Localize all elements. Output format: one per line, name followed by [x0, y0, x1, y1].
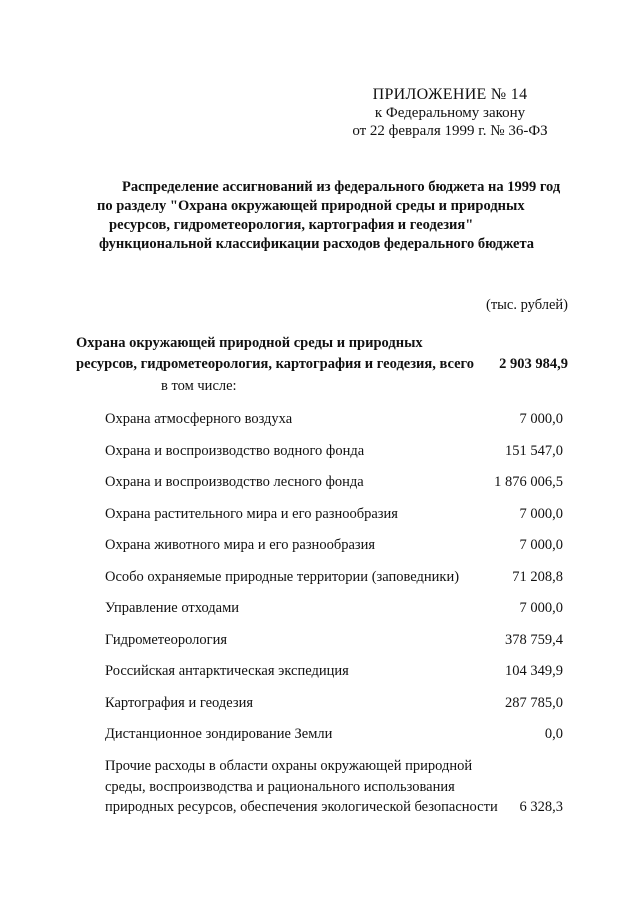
other-expenses-row: [105, 756, 563, 818]
item-label: Особо охраняемые природные территории (заповедники): [105, 568, 460, 585]
item-value: 287 785,0: [505, 694, 563, 711]
other-expenses-label: Прочие расходы в области охраны окружающей природной среды, воспроизводства и рационального использования природных ресурсов, обеспечения экологической безопасности: [105, 758, 498, 815]
title-line: по разделу "Охрана окружающей природной среды и природных: [97, 198, 525, 214]
list-item: [105, 532, 563, 564]
list-item: [105, 501, 563, 533]
attachment-header: [330, 86, 570, 140]
total-value: 2 903 984,9: [499, 356, 568, 372]
item-value: 151 547,0: [505, 442, 563, 459]
list-item: [105, 469, 563, 501]
item-label: Российская антарктическая экспедиция: [105, 663, 349, 679]
item-label: Охрана атмосферного воздуха: [105, 411, 293, 427]
item-value: 7 000,0: [519, 505, 563, 522]
item-label: Охрана растительного мира и его разнообразия: [105, 505, 398, 522]
attachment-law-date: от 22 февраля 1999 г. № 36-ФЗ: [352, 123, 548, 139]
list-item: [105, 690, 563, 722]
item-value: 7 000,0: [519, 411, 563, 427]
total-row: [76, 333, 568, 375]
items-list: [105, 406, 563, 753]
list-item: [105, 627, 563, 659]
list-item: [105, 595, 563, 627]
item-label: Охрана и воспроизводство лесного фонда: [105, 474, 364, 490]
title-line: Распределение ассигнований из федерального бюджета на 1999 год: [122, 179, 561, 195]
including-label: в том числе:: [161, 378, 237, 394]
item-value: 0,0: [544, 726, 563, 742]
item-value: 104 349,9: [505, 663, 563, 679]
title-line: функциональной классификации расходов федерального бюджета: [99, 236, 535, 252]
item-label: Гидрометеорология: [105, 631, 227, 648]
list-item: [105, 658, 563, 690]
item-label: Управление отходами: [105, 600, 240, 616]
title-line: ресурсов, гидрометеорология, картография и геодезия": [109, 217, 474, 233]
list-item: [105, 406, 563, 438]
item-label: Картография и геодезия: [105, 694, 254, 711]
attachment-title: ПРИЛОЖЕНИЕ № 14: [372, 86, 528, 103]
item-label: Дистанционное зондирование Земли: [105, 726, 333, 742]
item-value: 7 000,0: [519, 600, 563, 616]
list-item: [105, 721, 563, 753]
list-item: [105, 564, 563, 596]
units-label: (тыс. рублей): [486, 297, 568, 313]
other-expenses-value: 6 328,3: [519, 799, 563, 815]
list-item: [105, 438, 563, 470]
document-title: [60, 178, 580, 254]
item-label: Охрана животного мира и его разнообразия: [105, 537, 376, 553]
item-value: 71 208,8: [512, 568, 563, 585]
item-value: 378 759,4: [505, 631, 563, 648]
item-label: Охрана и воспроизводство водного фонда: [105, 442, 365, 459]
item-value: 7 000,0: [519, 537, 563, 553]
item-value: 1 876 006,5: [494, 474, 563, 490]
attachment-law-ref: к Федеральному закону: [374, 105, 526, 121]
total-label: Охрана окружающей природной среды и природных ресурсов, гидрометеорология, картография и геодезия, всего: [76, 335, 475, 372]
